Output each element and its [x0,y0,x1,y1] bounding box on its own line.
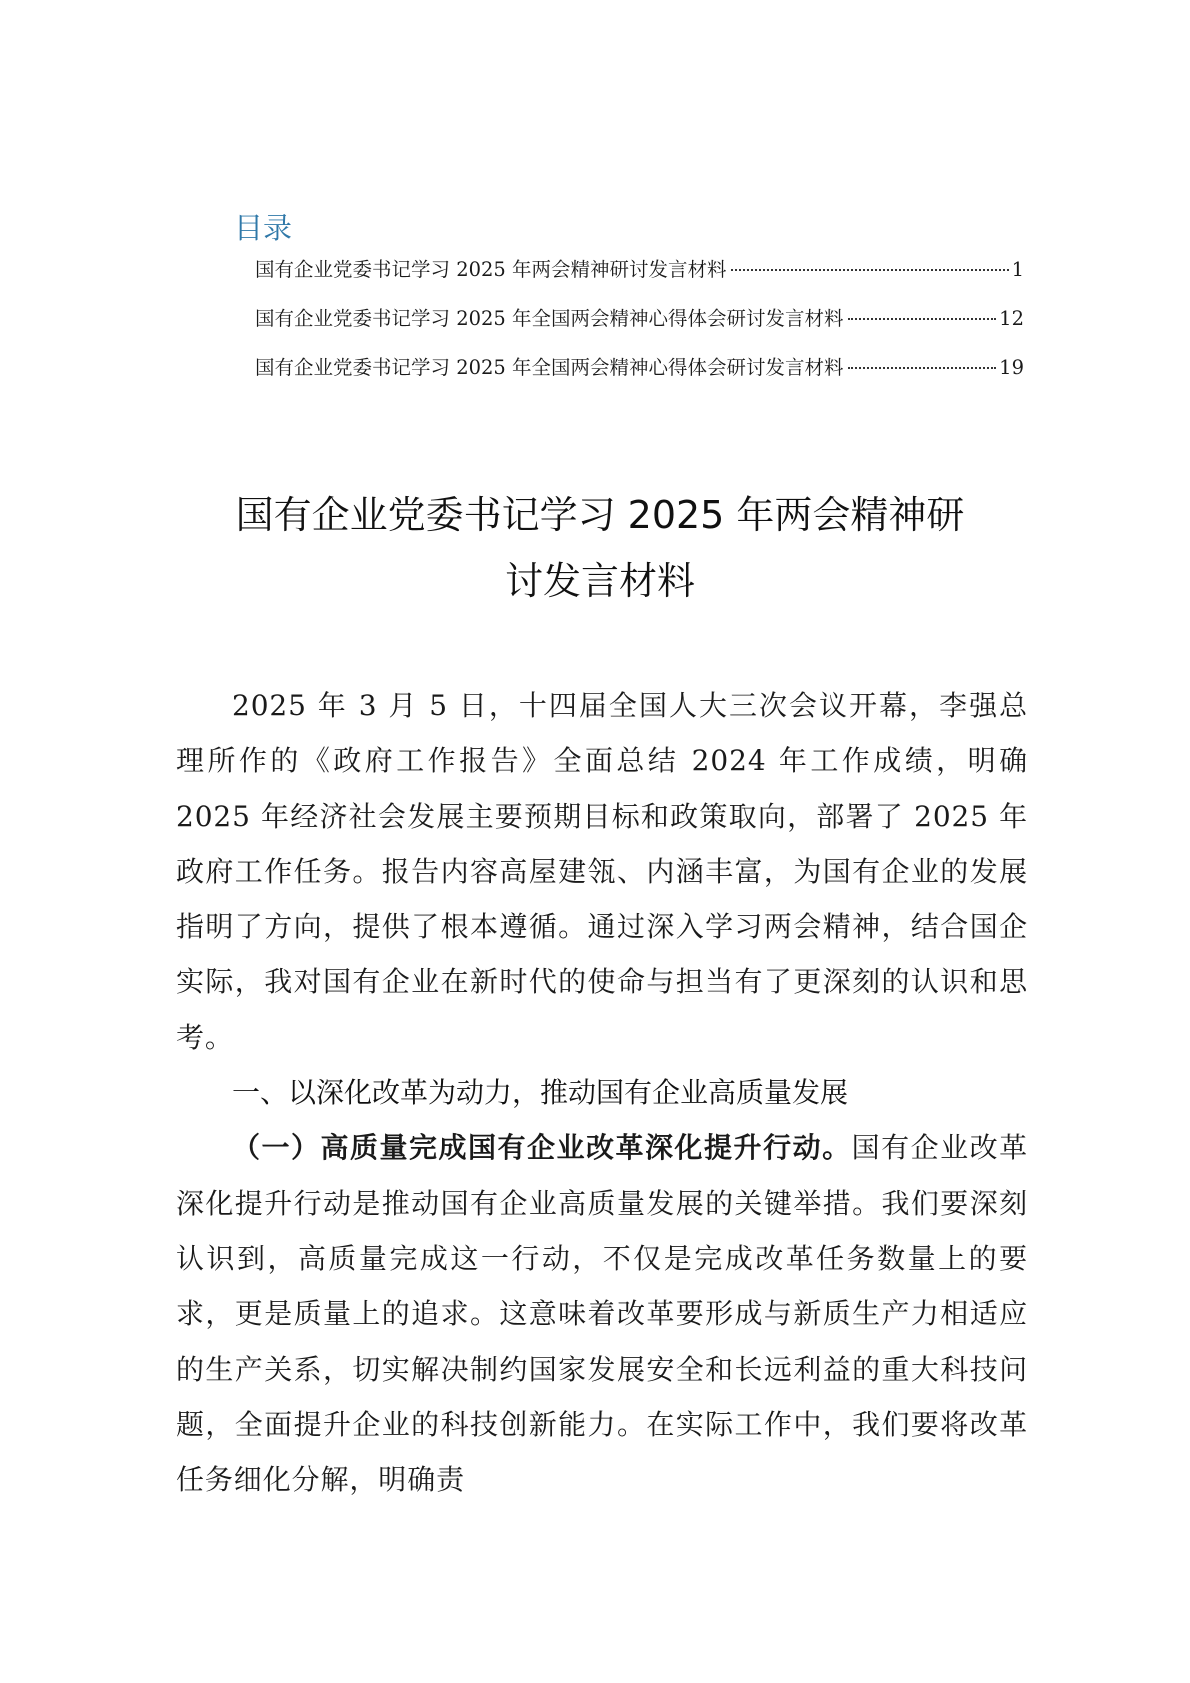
intro-paragraph: 2025 年 3 月 5 日，十四届全国人大三次会议开幕，李强总理所作的《政府工作报告》全面总结 2024 年工作成绩，明确 2025 年经济社会发展主要预期目标和政策取向，部署了 2025 年政府工作任务。报告内容高屋建瓴、内涵丰富，为国有企业的发展指明了方向，提供了根本遵循。通过深入学习两会精神，结合国企实际，我对国有企业在新时代的使命与担当有了更深刻的认识和思考。 [176,689,1028,1054]
toc-entry-page: 19 [999,356,1024,379]
table-of-contents [234,208,1024,405]
toc-entry-3[interactable] [255,356,1024,405]
subsection-text: 国有企业改革深化提升行动是推动国有企业高质量发展的关键举措。我们要深刻认识到，高质量完成这一行动，不仅是完成改革任务数量上的要求，更是质量上的追求。这意味着改革要形成与新质生产力相适应的生产关系，切实解决制约国家发展安全和长远利益的重大科技问题，全面提升企业的科技创新能力。在实际工作中，我们要将改革任务细化分解，明确责 [176,1131,1028,1497]
subsection-lead: （一）高质量完成国有企业改革深化提升行动。 [232,1131,852,1165]
toc-entry-page: 1 [1011,258,1024,281]
toc-dot-leader [848,318,997,320]
document-title-line-1: 国有企业党委书记学习 2025 年两会精神研 [235,493,965,537]
toc-entry-2[interactable] [255,307,1024,356]
document-title [160,482,1040,614]
toc-entry-title: 国有企业党委书记学习 2025 年全国两会精神心得体会研讨发言材料 [255,307,844,330]
subsection-paragraph [176,1120,1028,1507]
toc-dot-leader [731,269,1009,271]
section-heading: 一、以深化改革为动力，推动国有企业高质量发展 [232,1076,849,1110]
toc-entry-title: 国有企业党委书记学习 2025 年全国两会精神心得体会研讨发言材料 [255,356,844,379]
toc-entry-page: 12 [999,307,1024,330]
toc-entry-title: 国有企业党委书记学习 2025 年两会精神研讨发言材料 [255,258,727,281]
toc-heading: 目录 [234,211,293,245]
document-body [176,678,1028,1507]
toc-dot-leader [848,367,997,369]
toc-entry-1[interactable] [255,258,1024,307]
document-title-line-2: 讨发言材料 [504,559,695,603]
